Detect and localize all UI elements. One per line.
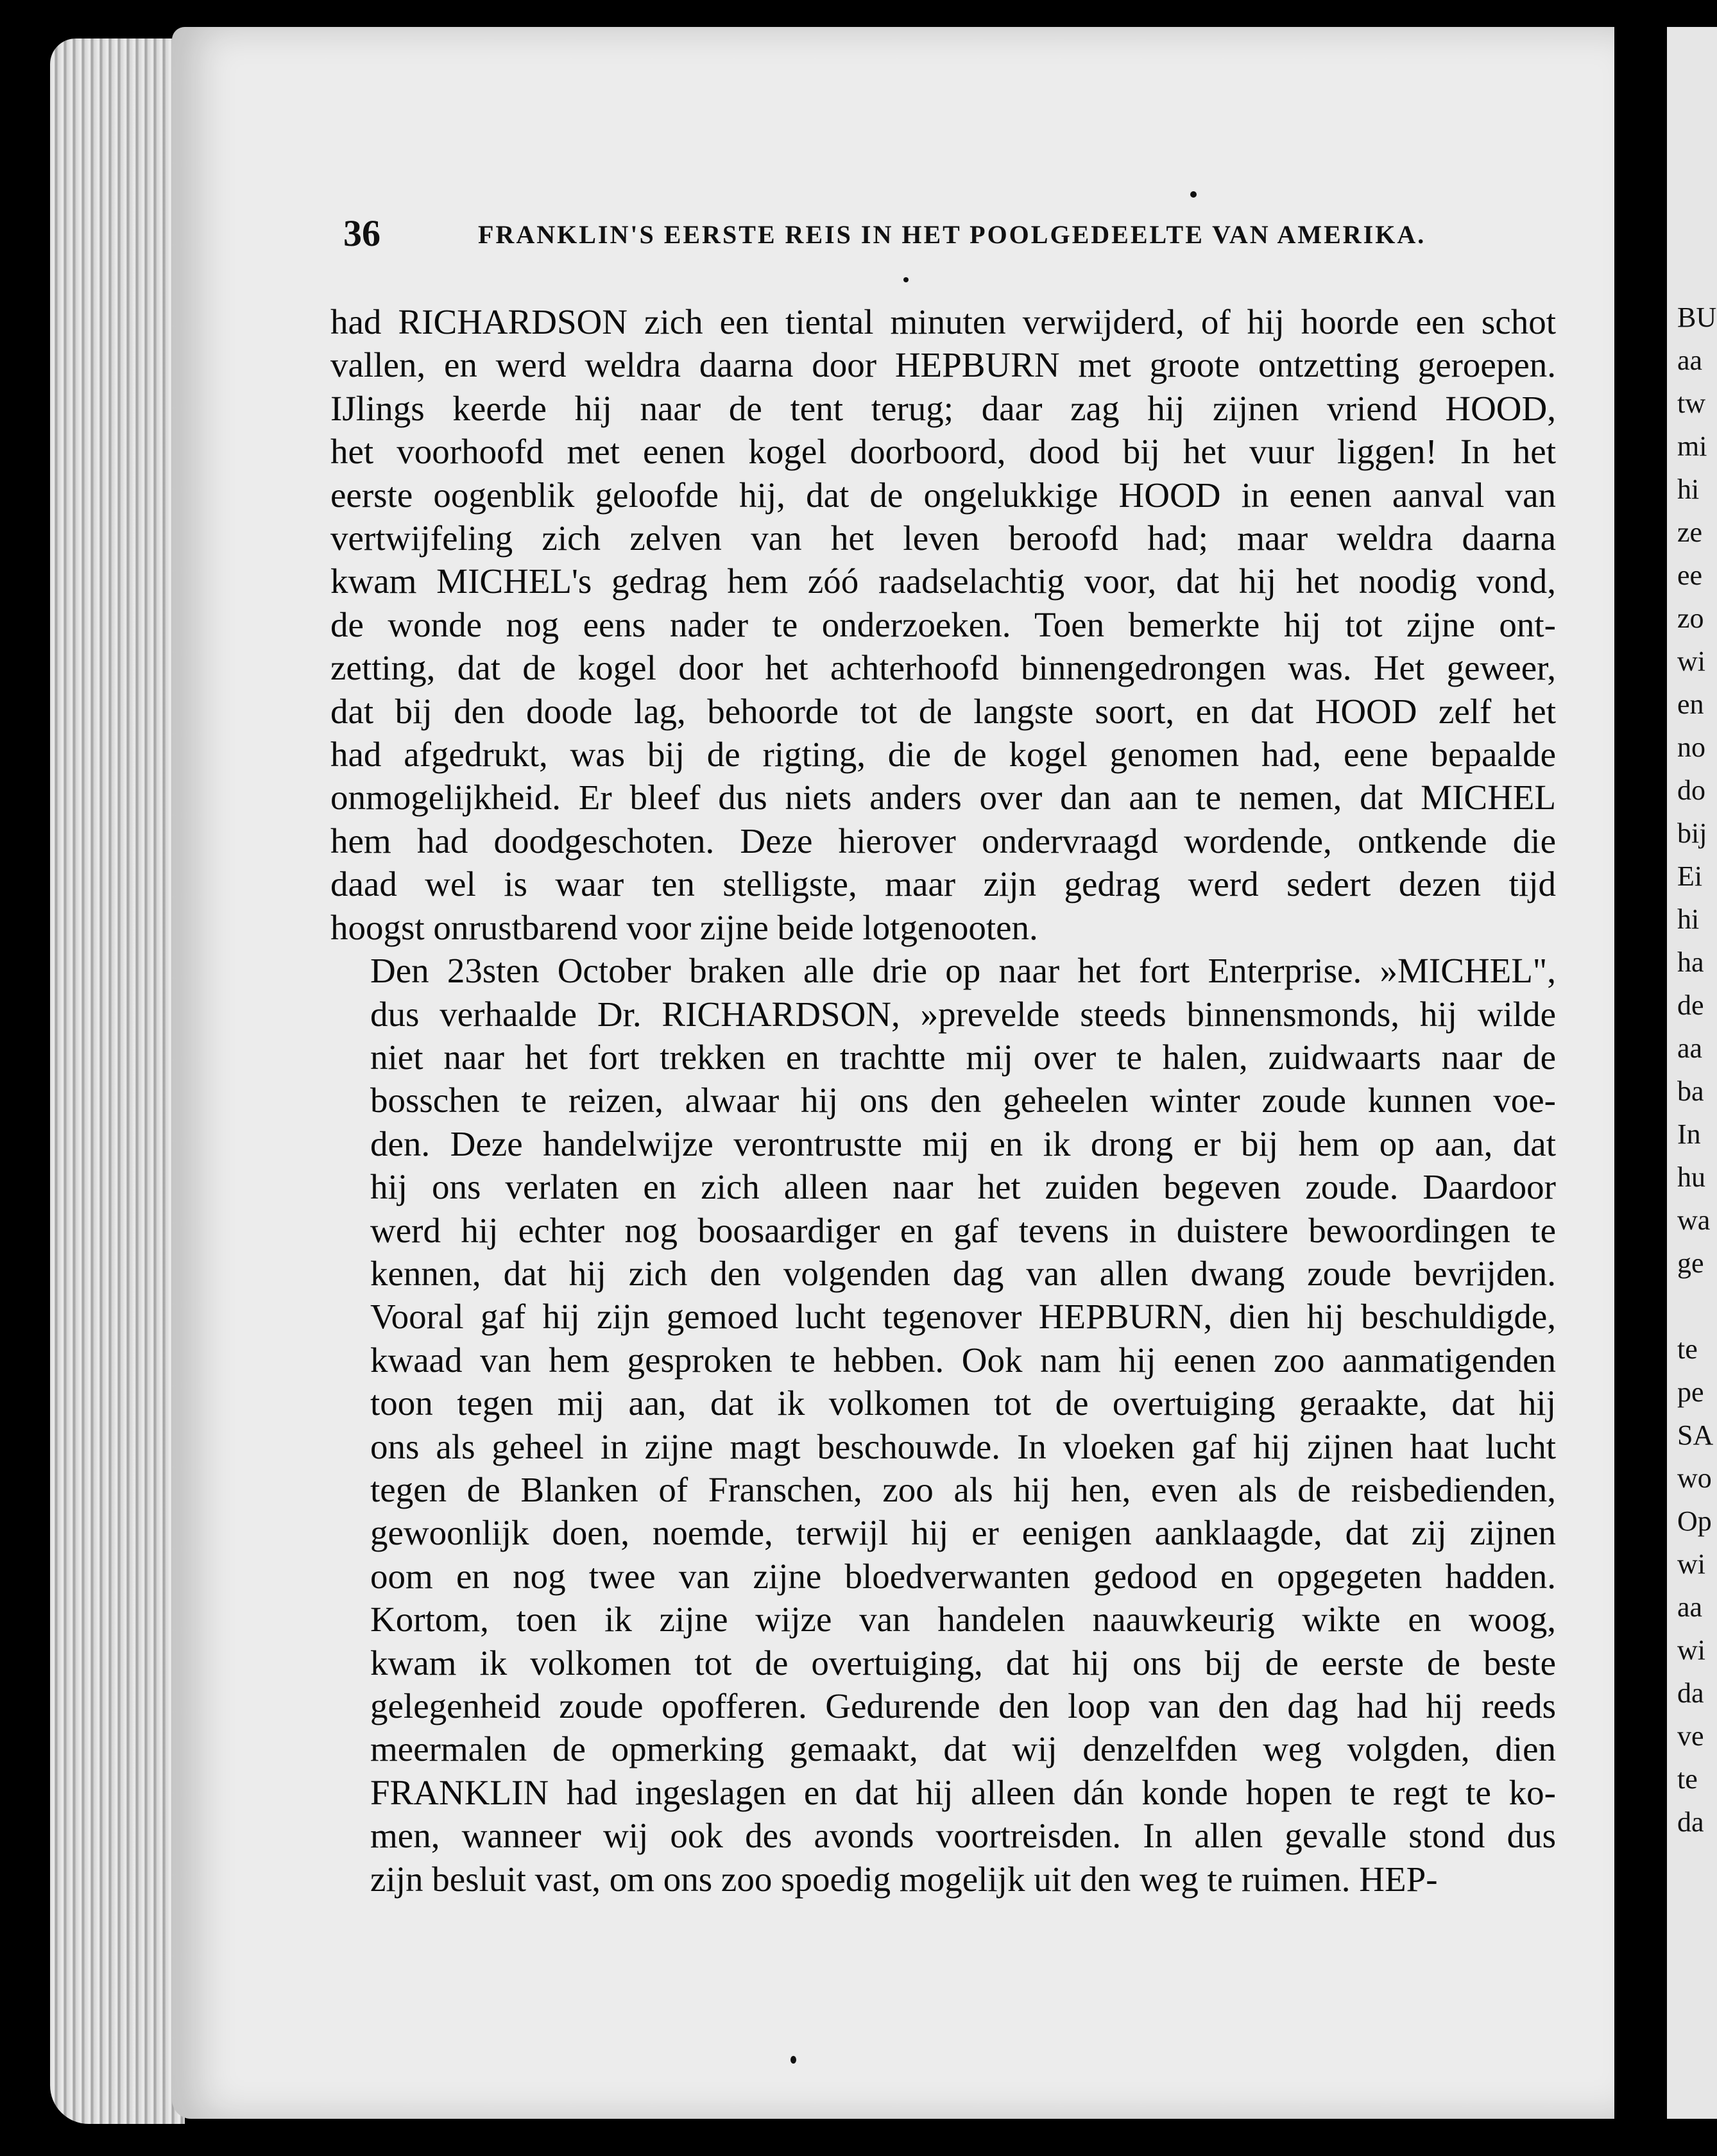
text-line: Vooral gaf hij zijn gemoed lucht tegenover HEPBURN, dien hij beschuldigde, xyxy=(370,1297,1556,1337)
text-line: dat bij den doode lag, behoorde tot de langste soort, en dat HOOD zelf het xyxy=(330,691,1556,731)
text-line: het voorhoofd met eenen kogel doorboord, dood bij het vuur liggen! In het xyxy=(330,432,1556,472)
body-text xyxy=(330,300,1556,1901)
text-line: kwaad van hem gesproken te hebben. Ook nam hij eenen zoo aanmatigenden xyxy=(370,1340,1556,1380)
next-page-fragment: da xyxy=(1677,1677,1704,1709)
text-line: had afgedrukt, was bij de rigting, die de kogel genomen had, eene bepaalde xyxy=(330,735,1556,774)
next-page-fragment: wi xyxy=(1677,1548,1705,1580)
next-page-fragment: ge xyxy=(1677,1247,1704,1279)
next-page-fragment: bij xyxy=(1677,817,1707,849)
text-line: daad wel is waar ten stelligste, maar zijn gedrag werd sedert dezen tijd xyxy=(330,864,1556,904)
next-page-fragment: BU xyxy=(1677,302,1717,333)
next-page-fragment: wa xyxy=(1677,1204,1711,1236)
text-line: zijn besluit vast, om ons zoo spoedig mogelijk uit den weg te ruimen. HEP- xyxy=(370,1859,1438,1899)
next-page-fragment: no xyxy=(1677,732,1705,763)
text-line: werd hij echter nog boosaardiger en gaf tevens in duistere bewoordingen te xyxy=(370,1210,1556,1250)
text-line: FRANKLIN had ingeslagen en dat hij alleen dán konde hopen te regt te ko- xyxy=(370,1772,1556,1812)
text-line: dus verhaalde Dr. RICHARDSON, »prevelde steeds binnensmonds, hij wilde xyxy=(370,994,1556,1034)
text-line: niet naar het fort trekken en trachtte mij over te halen, zuidwaarts naar de xyxy=(370,1037,1556,1077)
next-page-fragment: hi xyxy=(1677,903,1700,935)
next-page-fragment: ha xyxy=(1677,946,1704,978)
next-page-fragment: da xyxy=(1677,1806,1704,1838)
next-page-fragment: tw xyxy=(1677,388,1705,419)
text-line: onmogelijkheid. Er bleef dus niets anders over dan aan te nemen, dat MICHEL xyxy=(330,778,1556,817)
next-page-fragment: wi xyxy=(1677,1634,1705,1666)
text-line: de wonde nog eens nader te onderzoeken. Toen bemerkte hij tot zijne ont- xyxy=(330,604,1556,644)
next-page-fragment: Ei xyxy=(1677,860,1703,892)
text-line: men, wanneer wij ook des avonds voortreisden. In allen gevalle stond dus xyxy=(370,1816,1556,1856)
next-page-fragment: pe xyxy=(1677,1376,1704,1408)
next-page-fragment: Op xyxy=(1677,1505,1712,1537)
text-line: den. Deze handelwijze verontrustte mij en ik drong er bij hem op aan, dat xyxy=(370,1124,1556,1163)
next-page-fragment: In xyxy=(1677,1118,1701,1150)
text-line: ons als geheel in zijne magt beschouwde. In vloeken gaf hij zijnen haat lucht xyxy=(370,1426,1556,1466)
text-line: kwam MICHEL's gedrag hem zóó raadselachtig voor, dat hij het noodig vond, xyxy=(330,561,1556,601)
next-page-fragment: hi xyxy=(1677,474,1700,505)
page-header xyxy=(343,212,1426,263)
text-line: vallen, en werd weldra daarna door HEPBURN met groote ontzetting geroepen. xyxy=(330,345,1556,385)
text-line: kennen, dat hij zich den volgenden dag van allen dwang zoude bevrijden. xyxy=(370,1253,1556,1293)
text-line: hem had doodgeschoten. Deze hierover ondervraagd wordende, ontkende die xyxy=(330,821,1556,860)
next-page-fragment: hu xyxy=(1677,1161,1705,1193)
next-page-fragment: zo xyxy=(1677,603,1704,634)
text-line: gelegenheid zoude opofferen. Gedurende den loop van den dag had hij reeds xyxy=(370,1686,1556,1725)
next-page-fragment: wo xyxy=(1677,1462,1712,1494)
page-number: 36 xyxy=(343,212,380,254)
next-page-fragment: aa xyxy=(1677,1032,1703,1064)
paragraph-1 xyxy=(330,300,1556,949)
next-page-fragment: ba xyxy=(1677,1075,1704,1107)
text-line: zetting, dat de kogel door het achterhoofd binnengedrongen was. Het geweer, xyxy=(330,648,1556,688)
text-line: kwam ik volkomen tot de overtuiging, dat hij ons bij de eerste de beste xyxy=(370,1643,1556,1682)
next-page-fragment: aa xyxy=(1677,1591,1703,1623)
text-line: gewoonlijk doen, noemde, terwijl hij er eenigen aanklaagde, dat zij zijnen xyxy=(370,1513,1556,1553)
next-page-fragment: do xyxy=(1677,774,1705,806)
text-line: IJlings keerde hij naar de tent terug; daar zag hij zijnen vriend HOOD, xyxy=(330,388,1556,428)
text-line: hij ons verlaten en zich alleen naar het zuiden begeven zoude. Daardoor xyxy=(370,1167,1556,1207)
ink-speck xyxy=(790,2056,796,2064)
next-page-fragment: aa xyxy=(1677,345,1703,376)
next-page-fragment: te xyxy=(1677,1763,1698,1795)
paragraph-2 xyxy=(330,949,1556,1901)
page-block-edges xyxy=(50,38,185,2124)
text-line: vertwijfeling zich zelven van het leven beroofd had; maar weldra daarna xyxy=(330,518,1556,558)
next-page-fragment: mi xyxy=(1677,431,1707,462)
text-line: Den 23sten October braken alle drie op naar het fort Enterprise. »MICHEL", xyxy=(370,951,1556,991)
next-page-edge xyxy=(1667,27,1717,2119)
text-line: hoogst onrustbarend voor zijne beide lotgenooten. xyxy=(330,907,1038,947)
next-page-fragment: de xyxy=(1677,989,1704,1021)
next-page-fragment: te xyxy=(1677,1333,1698,1365)
text-line: meermalen de opmerking gemaakt, dat wij denzelfden weg volgden, dien xyxy=(370,1729,1556,1769)
ink-speck xyxy=(903,277,909,282)
text-line: bosschen te reizen, alwaar hij ons den geheelen winter zoude kunnen voe- xyxy=(370,1081,1556,1120)
next-page-fragment: wi xyxy=(1677,646,1705,677)
text-line: oom en nog twee van zijne bloedverwanten gedood en opgegeten hadden. xyxy=(370,1556,1556,1596)
next-page-fragment: ze xyxy=(1677,517,1703,548)
running-title: FRANKLIN'S EERSTE REIS IN HET POOLGEDEELTE VAN AMERIKA. xyxy=(478,220,1426,249)
next-page-fragment: ve xyxy=(1677,1720,1704,1752)
next-page-fragment: SA xyxy=(1677,1419,1714,1451)
text-line: tegen de Blanken of Franschen, zoo als hij hen, even als de reisbedienden, xyxy=(370,1469,1556,1509)
text-line: eerste oogenblik geloofde hij, dat de ongelukkige HOOD in eenen aanval van xyxy=(330,475,1556,515)
ink-speck xyxy=(1190,191,1197,198)
text-line: toon tegen mij aan, dat ik volkomen tot de overtuiging geraakte, dat hij xyxy=(370,1383,1556,1423)
next-page-fragment: ee xyxy=(1677,560,1703,591)
text-line: Kortom, toen ik zijne wijze van handelen naauwkeurig wikte en woog, xyxy=(370,1600,1556,1639)
text-line: had RICHARDSON zich een tiental minuten verwijderd, of hij hoorde een schot xyxy=(330,302,1556,341)
next-page-fragment: en xyxy=(1677,689,1704,720)
